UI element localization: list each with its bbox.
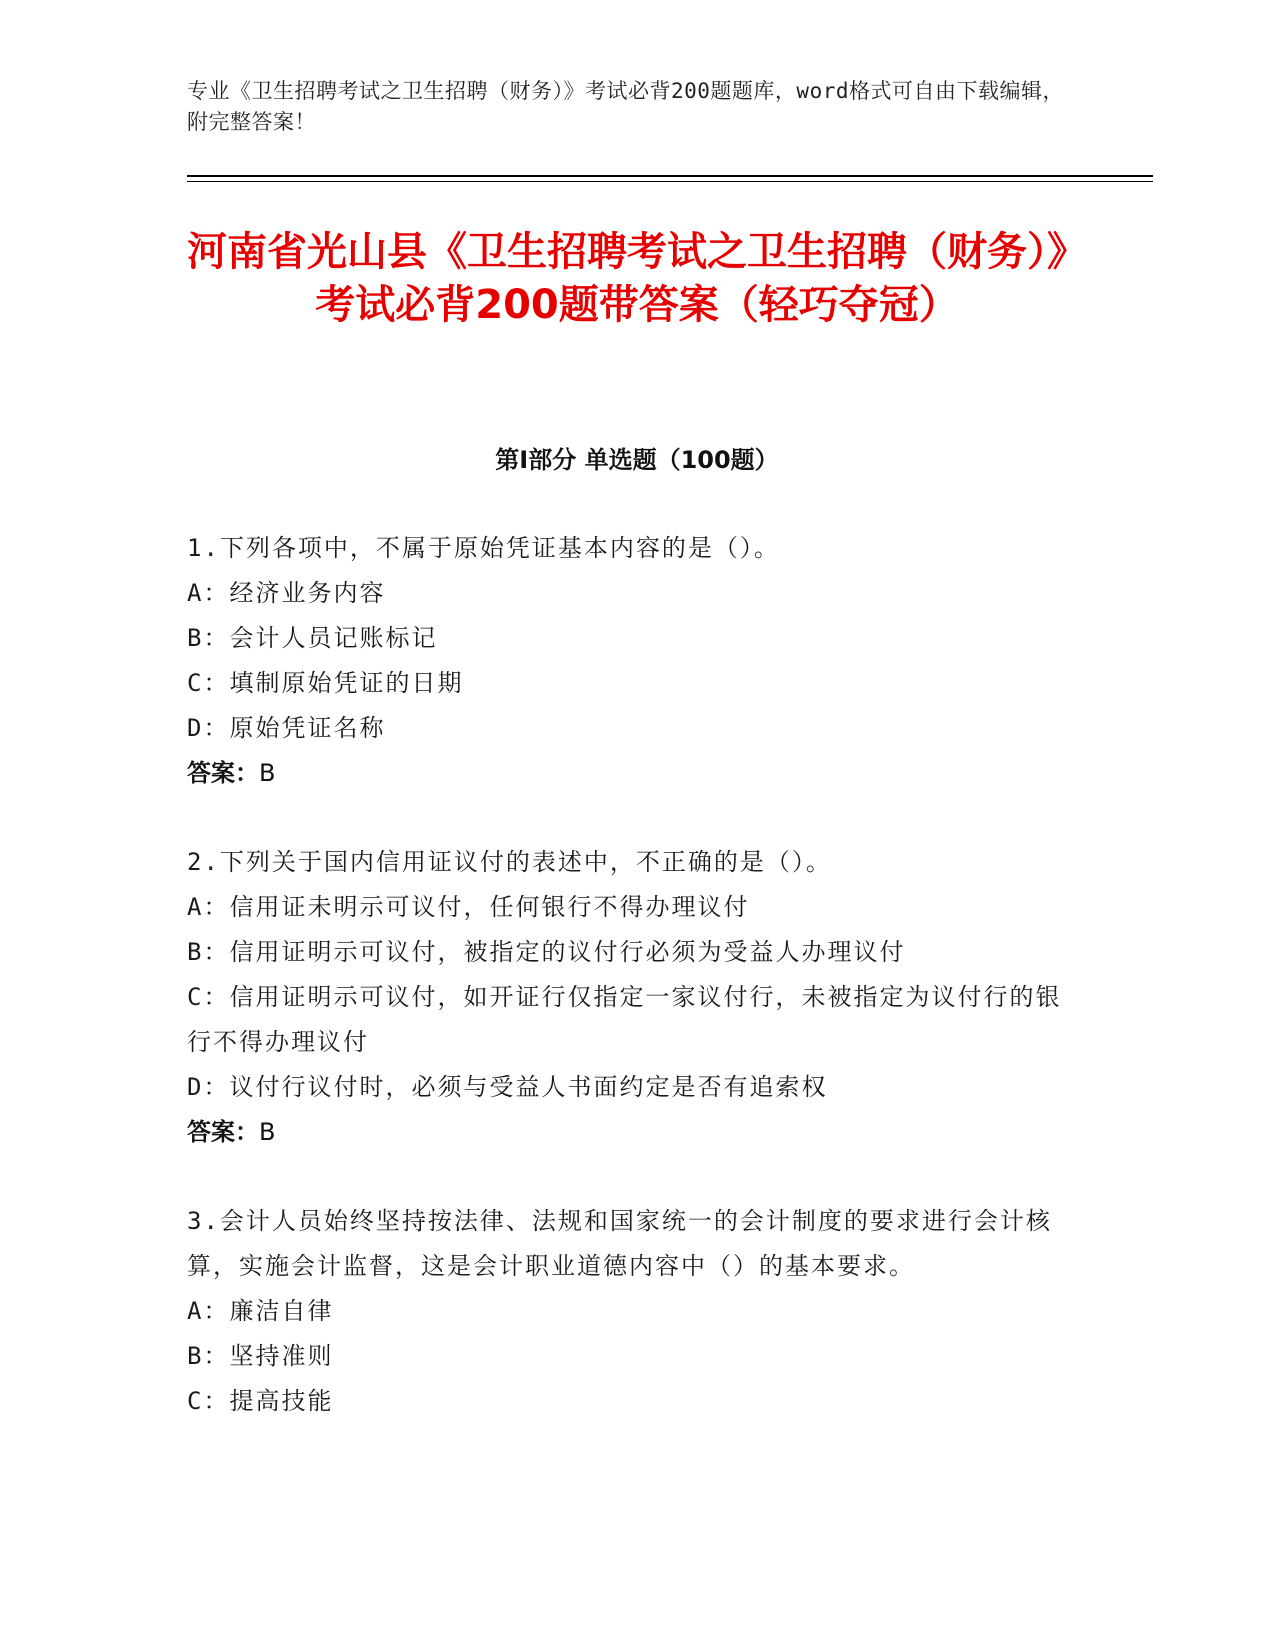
option-a: A：经济业务内容: [187, 579, 386, 607]
option-c: C：填制原始凭证的日期: [187, 669, 464, 697]
answer-label: 答案：: [187, 759, 259, 787]
answer-line: [187, 751, 1067, 796]
option-b: B：会计人员记账标记: [187, 624, 438, 652]
question-3: [187, 1199, 1067, 1424]
option-c: C：信用证明示可议付，如开证行仅指定一家议付行，未被指定为议付行的银行不得办理议付: [187, 983, 1062, 1056]
answer-value: B: [259, 759, 276, 787]
option-a: A：信用证未明示可议付，任何银行不得办理议付: [187, 893, 750, 921]
section-title: 第I部分 单选题（100题）: [495, 446, 779, 474]
option-c: C：提高技能: [187, 1387, 334, 1415]
question-stem: 1.下列各项中，不属于原始凭证基本内容的是（）。: [187, 534, 780, 562]
question-1: [187, 526, 1067, 796]
document-title: 河南省光山县《卫生招聘考试之卫生招聘（财务）》考试必背200题带答案（轻巧夺冠）: [187, 229, 1087, 328]
header-rule-thick: [187, 175, 1153, 177]
option-a: A：廉洁自律: [187, 1297, 334, 1325]
answer-value: B: [259, 1118, 276, 1146]
answer-line: [187, 1110, 1067, 1155]
header-rule-thin: [187, 181, 1153, 182]
question-stem: 2.下列关于国内信用证议付的表述中，不正确的是（）。: [187, 848, 832, 876]
header-note: 专业《卫生招聘考试之卫生招聘（财务）》考试必背200题题库，word格式可自由下载编辑，附完整答案！: [187, 79, 1064, 134]
question-list: [187, 526, 1067, 1468]
answer-label: 答案：: [187, 1118, 259, 1146]
option-d: D：原始凭证名称: [187, 714, 386, 742]
option-b: B：坚持准则: [187, 1342, 334, 1370]
option-d: D：议付行议付时，必须与受益人书面约定是否有追索权: [187, 1073, 828, 1101]
question-2: [187, 840, 1067, 1155]
option-b: B：信用证明示可议付，被指定的议付行必须为受益人办理议付: [187, 938, 906, 966]
question-stem: 3.会计人员始终坚持按法律、法规和国家统一的会计制度的要求进行会计核算，实施会计监督，这是会计职业道德内容中（）的基本要求。: [187, 1207, 1052, 1280]
